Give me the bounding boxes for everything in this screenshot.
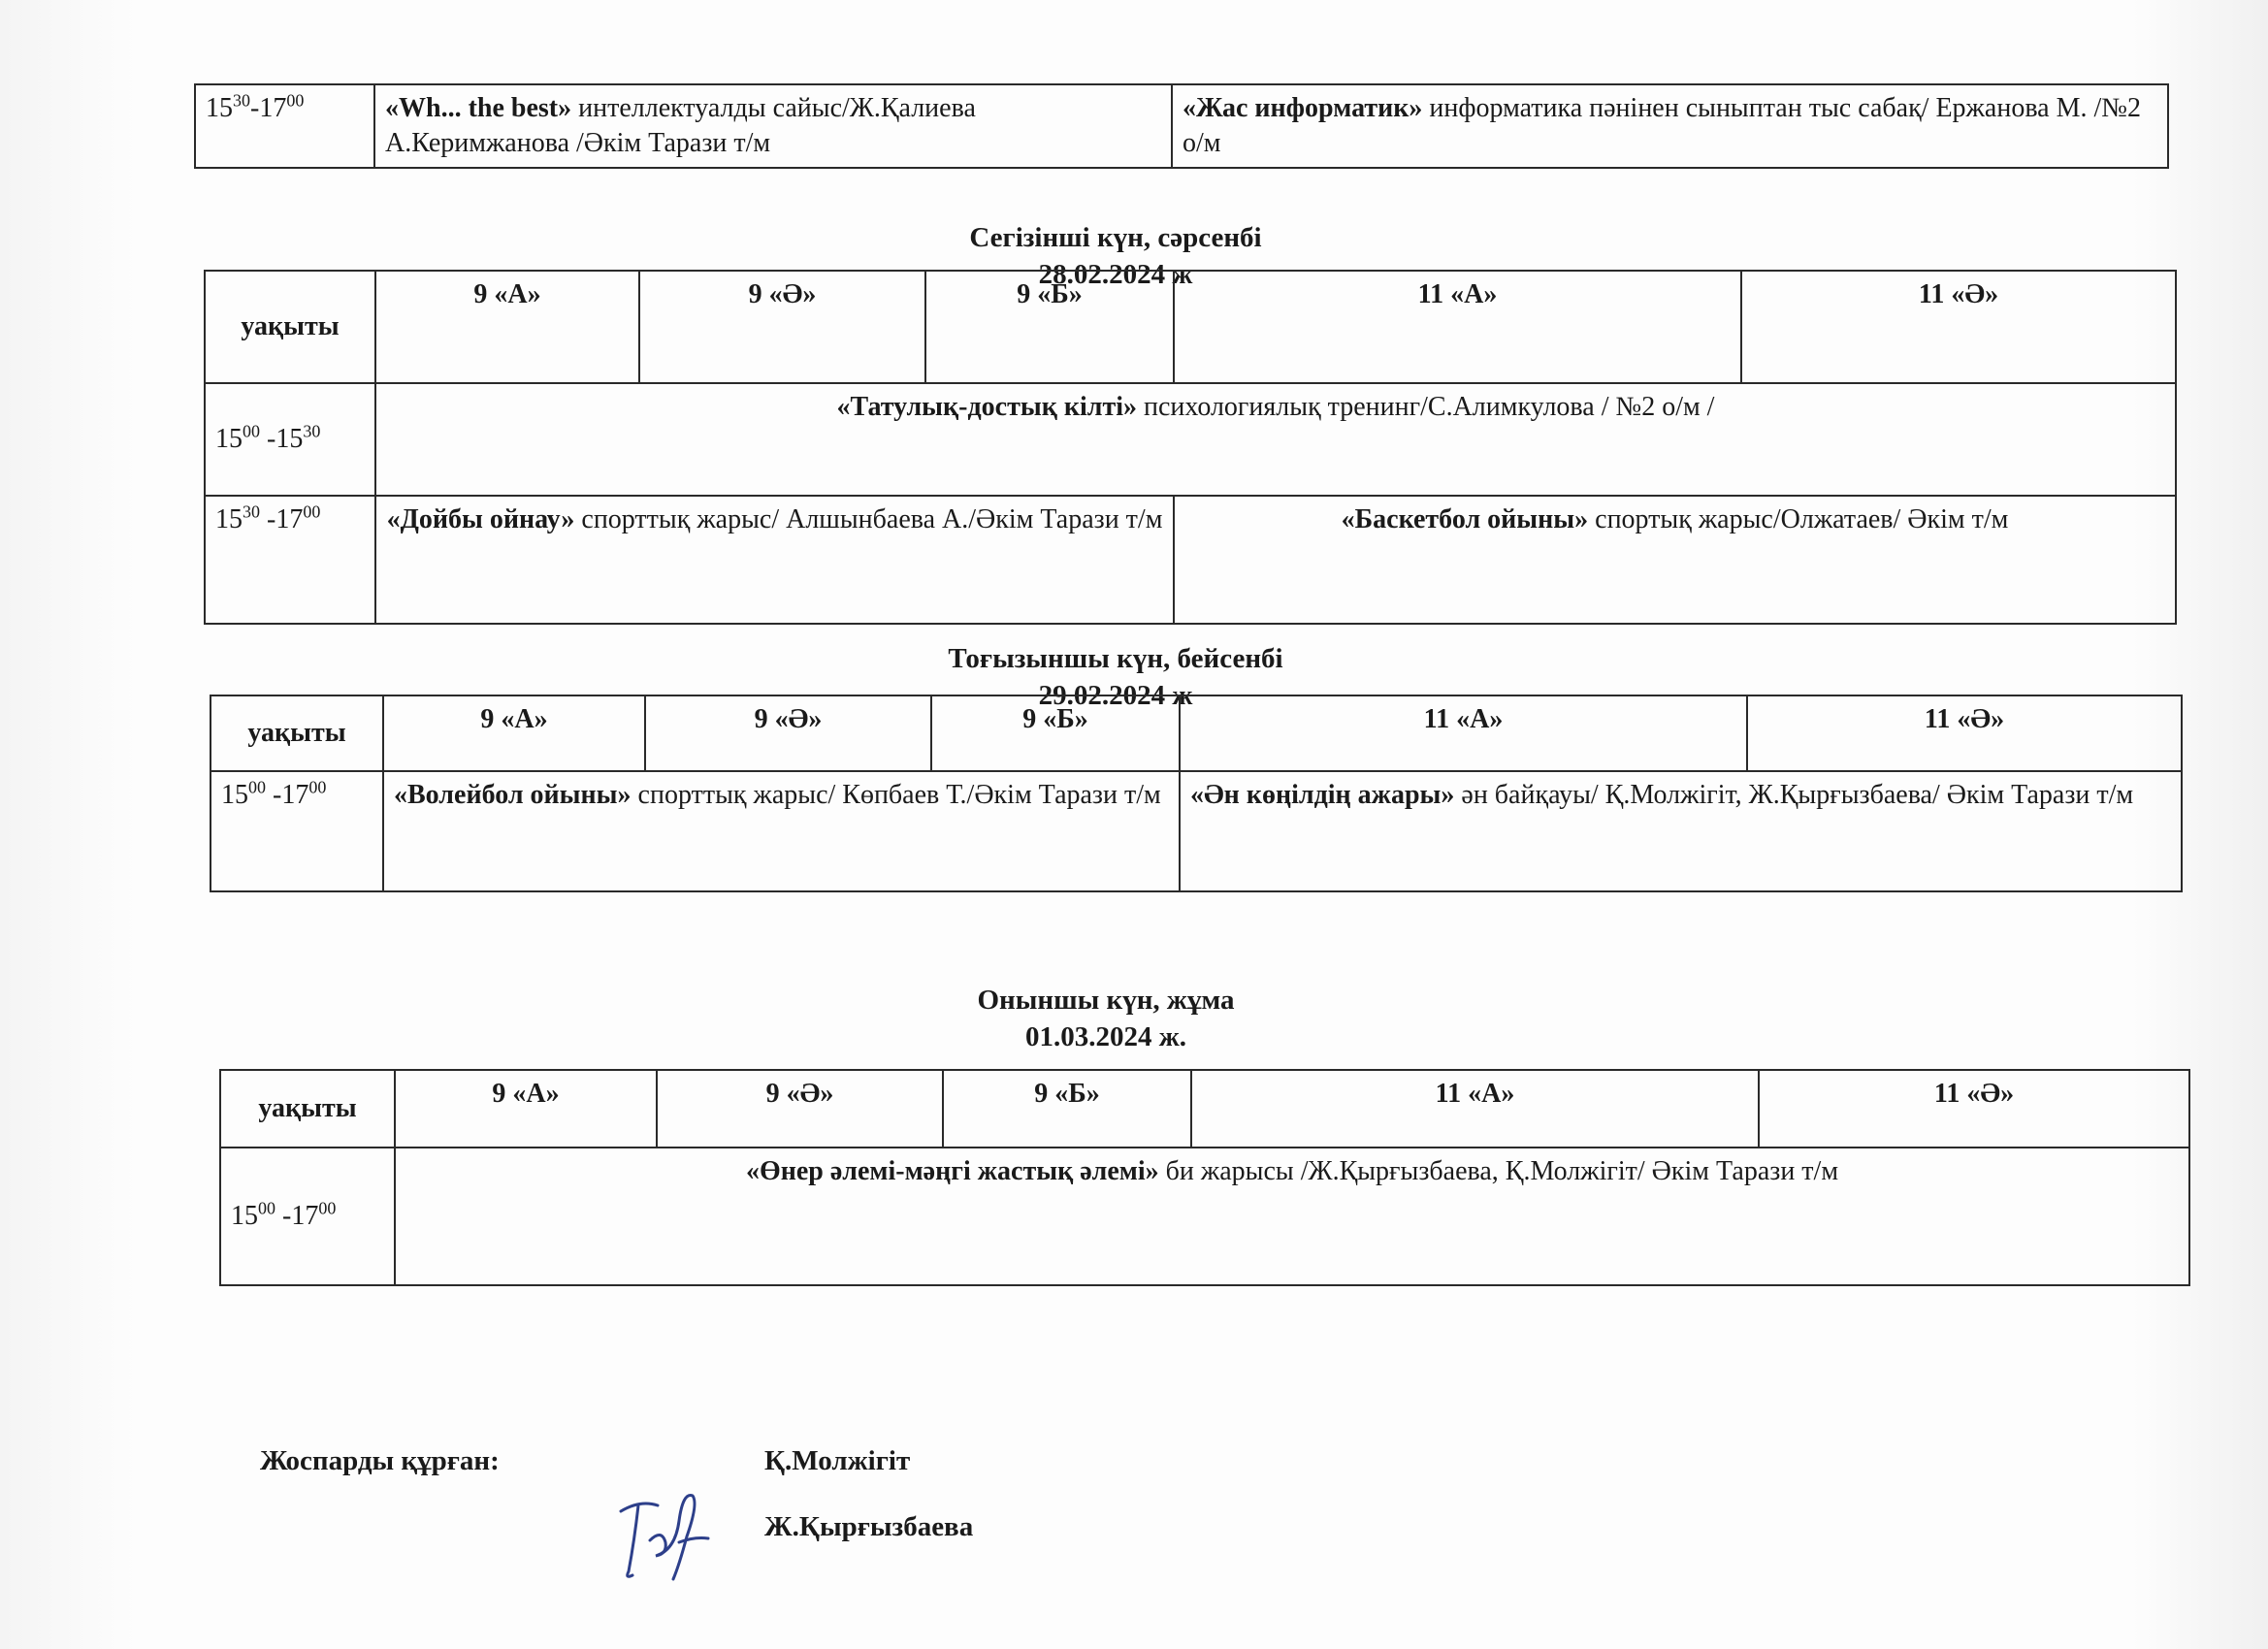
col-header-time: уақыты <box>220 1070 395 1148</box>
col-header-11ae: 11 «Ә» <box>1759 1070 2189 1148</box>
event-cell: «Волейбол ойыны» спорттық жарыс/ Көпбаев Т./Әкім Тарази т/м <box>383 771 1180 891</box>
col-header-9b: 9 «Б» <box>943 1070 1191 1148</box>
col-header-11a: 11 «А» <box>1191 1070 1759 1148</box>
col-header-time: уақыты <box>211 695 383 771</box>
col-header-time: уақыты <box>205 271 375 383</box>
col-header-11ae: 11 «Ә» <box>1741 271 2176 383</box>
table-row <box>205 383 2176 496</box>
col-header-9a: 9 «А» <box>395 1070 657 1148</box>
table-day10 <box>219 1069 2190 1286</box>
plan-author-label: Жоспарды құрған: <box>260 1445 500 1476</box>
col-header-11a: 11 «А» <box>1180 695 1747 771</box>
event-cell: «Жас информатик» информатика пәнінен сыныптан тыс сабақ/ Ержанова М. /№2 о/м <box>1172 84 2168 168</box>
author-name-1: Қ.Молжігіт <box>764 1445 911 1476</box>
day8-heading: Сегізінші күн, сәрсенбі 28.02.2024 ж <box>969 222 1262 290</box>
time-cell: $15^{00}$ $-15^{30}$ <box>205 383 375 496</box>
col-header-9ae: 9 «Ә» <box>645 695 931 771</box>
event-cell: «Wh... the best» интеллектуалды сайыс/Ж.Қалиева А.Керимжанова /Әкім Тарази т/м <box>374 84 1172 168</box>
time-cell: $15^{00}$ $-17^{00}$ <box>211 771 383 891</box>
col-header-9b: 9 «Б» <box>925 271 1174 383</box>
day9-heading: Тоғызыншы күн, бейсенбі 29.02.2024 ж <box>948 643 1283 711</box>
col-header-9ae: 9 «Ә» <box>657 1070 943 1148</box>
table-day8 <box>204 270 2177 625</box>
time-cell: $15^{30}$ $-17^{00}$ <box>205 496 375 624</box>
table-day7-tail <box>194 83 2169 169</box>
event-cell: «Татулық-достық кілті» психологиялық тренинг/С.Алимкулова / №2 о/м / <box>375 383 2176 496</box>
col-header-9a: 9 «А» <box>375 271 639 383</box>
table-row <box>195 84 2168 168</box>
time-cell: $15^{00}$ $-17^{00}$ <box>220 1148 395 1285</box>
col-header-9b: 9 «Б» <box>931 695 1180 771</box>
table-header-row <box>211 695 2182 771</box>
event-cell: «Өнер әлемі-мәңгі жастық әлемі» би жарысы /Ж.Қырғызбаева, Қ.Молжігіт/ Әкім Тарази т/м <box>395 1148 2189 1285</box>
table-header-row <box>205 271 2176 383</box>
col-header-11ae: 11 «Ә» <box>1747 695 2182 771</box>
day10-heading: Оныншы күн, жұма 01.03.2024 ж. <box>977 985 1235 1052</box>
event-cell: «Ән көңілдің ажары» ән байқауы/ Қ.Молжігіт, Ж.Қырғызбаева/ Әкім Тарази т/м <box>1180 771 2182 891</box>
event-cell: «Дойбы ойнау» спорттық жарыс/ Алшынбаева А./Әкім Тарази т/м <box>375 496 1174 624</box>
event-cell: «Баскетбол ойыны» спортық жарыс/Олжатаев/ Әкім т/м <box>1174 496 2176 624</box>
table-row <box>205 496 2176 624</box>
author-name-2: Ж.Қырғызбаева <box>764 1511 974 1542</box>
col-header-11a: 11 «А» <box>1174 271 1741 383</box>
table-row <box>211 771 2182 891</box>
col-header-9ae: 9 «Ә» <box>639 271 925 383</box>
table-day9 <box>210 695 2183 892</box>
col-header-9a: 9 «А» <box>383 695 645 771</box>
time-cell: $15^{30}-17^{00}$ <box>195 84 374 168</box>
table-row <box>220 1148 2189 1285</box>
handwritten-signature <box>611 1482 728 1589</box>
table-header-row <box>220 1070 2189 1148</box>
